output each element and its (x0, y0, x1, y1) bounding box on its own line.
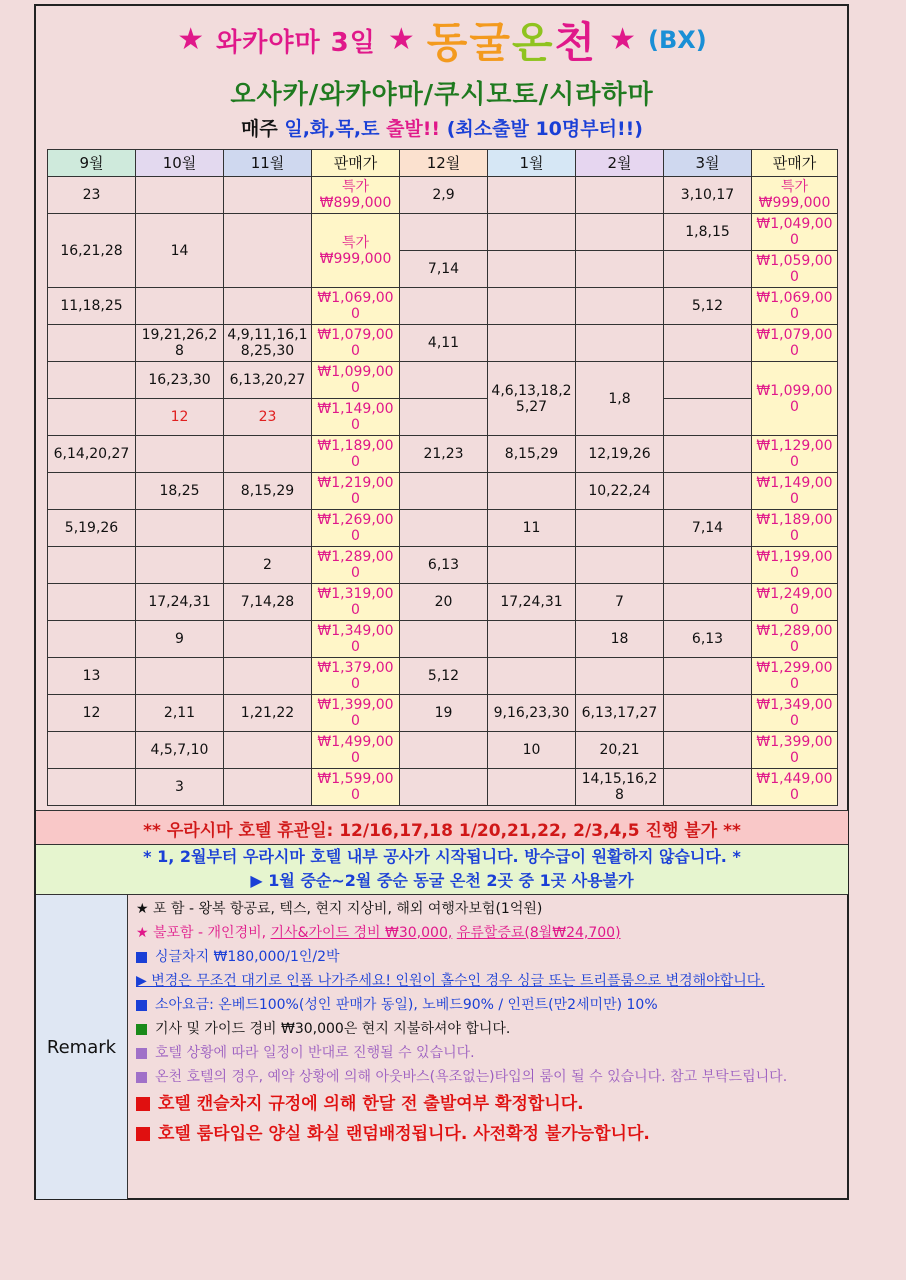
cell-nov (224, 732, 312, 769)
tour-name: 와카야마 3일 (216, 27, 376, 58)
cell-feb (576, 214, 664, 251)
remark-section (36, 894, 848, 1199)
cell-nov (224, 510, 312, 547)
cell-nov: 1,21,22 (224, 695, 312, 732)
cell-jan (488, 621, 576, 658)
cell-oct: 9 (136, 621, 224, 658)
cell-price: ₩1,189,000 (752, 510, 838, 547)
square-bullet-icon (136, 1127, 150, 1141)
cell-sep (48, 621, 136, 658)
table-row (48, 288, 838, 325)
header-nov: 11월 (224, 150, 312, 177)
cell-mar: 1,8,15 (664, 214, 752, 251)
cell-jan: 4,6,13,18,25,27 (488, 362, 576, 436)
cell-sep (48, 362, 136, 399)
cell-oct: 4,5,7,10 (136, 732, 224, 769)
remark-guide-fee: 기사 및 가이드 경비 ₩30,000은 현지 지불하셔야 합니다. (136, 1017, 842, 1041)
header-dec: 12월 (400, 150, 488, 177)
cell-mar: 7,14 (664, 510, 752, 547)
cell-jan (488, 177, 576, 214)
cell-sep (48, 769, 136, 806)
header-jan: 1월 (488, 150, 576, 177)
cell-nov (224, 214, 312, 288)
cell-price: ₩1,499,000 (312, 732, 400, 769)
cell-nov: 23 (224, 399, 312, 436)
cell-dec: 19 (400, 695, 488, 732)
cell-mar (664, 362, 752, 399)
cell-nov (224, 769, 312, 806)
remark-cancel: 호텔 캔슬차지 규정에 의해 한달 전 출발여부 확정합니다. (136, 1089, 842, 1119)
cell-nov: 6,13,20,27 (224, 362, 312, 399)
route-title: 오사카/와카야마/쿠시모토/시라하마 (230, 80, 654, 110)
title-row (36, 10, 848, 70)
cell-price: 특가 ₩899,000 (312, 177, 400, 214)
square-bullet-icon (136, 1097, 150, 1111)
cell-dec (400, 769, 488, 806)
cell-oct (136, 288, 224, 325)
cell-price: ₩1,069,000 (312, 288, 400, 325)
cell-dec: 20 (400, 584, 488, 621)
table-header-row (48, 150, 838, 177)
cell-feb (576, 177, 664, 214)
cell-dec (400, 288, 488, 325)
table-row (48, 658, 838, 695)
cell-feb (576, 288, 664, 325)
cell-jan: 9,16,23,30 (488, 695, 576, 732)
schedule-table (47, 149, 838, 806)
cell-sep (48, 473, 136, 510)
remark-included: ★ 포 함 - 왕복 항공료, 텍스, 현지 지상비, 해외 여행자보험(1억원) (136, 901, 543, 917)
cell-feb: 12,19,26 (576, 436, 664, 473)
cell-nov (224, 436, 312, 473)
cell-dec: 21,23 (400, 436, 488, 473)
cell-sep (48, 732, 136, 769)
cell-mar (664, 473, 752, 510)
square-bullet-icon (136, 1024, 147, 1035)
cell-mar: 3,10,17 (664, 177, 752, 214)
table-row (48, 214, 838, 251)
cell-price: ₩1,219,000 (312, 473, 400, 510)
cave-onsen-text: ▶ 1월 중순~2월 중순 동굴 온천 2곳 중 1곳 사용불가 (250, 871, 634, 890)
cell-dec: 7,14 (400, 251, 488, 288)
cell-dec: 2,9 (400, 177, 488, 214)
cell-price: ₩1,249,000 (752, 584, 838, 621)
construction-notice (36, 844, 848, 895)
cell-feb: 20,21 (576, 732, 664, 769)
cell-sep (48, 584, 136, 621)
cell-feb (576, 658, 664, 695)
cell-mar (664, 436, 752, 473)
cell-nov (224, 288, 312, 325)
cell-jan (488, 288, 576, 325)
cell-price: ₩1,299,000 (752, 658, 838, 695)
cell-oct (136, 177, 224, 214)
cell-price: ₩1,449,000 (752, 769, 838, 806)
cell-price: ₩1,069,000 (752, 288, 838, 325)
cell-price: ₩1,289,000 (312, 547, 400, 584)
star-icon: ★ (177, 22, 205, 57)
table-row (48, 584, 838, 621)
cell-price: ₩1,399,000 (312, 695, 400, 732)
cell-mar (664, 547, 752, 584)
cell-dec (400, 473, 488, 510)
star-icon: ★ (387, 22, 415, 57)
cell-sep: 13 (48, 658, 136, 695)
cell-jan: 8,15,29 (488, 436, 576, 473)
cell-price: 특가 ₩999,000 (312, 214, 400, 288)
cell-price: ₩1,059,000 (752, 251, 838, 288)
cell-sep (48, 547, 136, 584)
cell-mar (664, 399, 752, 436)
cell-oct (136, 436, 224, 473)
cell-price: ₩1,079,000 (752, 325, 838, 362)
header-mar: 3월 (664, 150, 752, 177)
cell-jan (488, 769, 576, 806)
remark-body (136, 897, 842, 1149)
cell-dec (400, 621, 488, 658)
cell-price: ₩1,149,000 (312, 399, 400, 436)
cell-price: ₩1,099,000 (752, 362, 838, 436)
cell-jan (488, 547, 576, 584)
cell-oct (136, 510, 224, 547)
hotel-closed-notice: ** 우라시마 호텔 휴관일: 12/16,17,18 1/20,21,22, 2/3,4,5 진행 불가 ** (36, 810, 848, 845)
cell-jan (488, 214, 576, 251)
cell-dec (400, 732, 488, 769)
cell-dec (400, 214, 488, 251)
table-row (48, 547, 838, 584)
cell-jan: 10 (488, 732, 576, 769)
cell-feb: 1,8 (576, 362, 664, 436)
cell-nov: 4,9,11,16,18,25,30 (224, 325, 312, 362)
table-row (48, 436, 838, 473)
table-row (48, 473, 838, 510)
remark-label: Remark (36, 895, 128, 1199)
cell-oct: 3 (136, 769, 224, 806)
cell-oct (136, 658, 224, 695)
remark-excluded: ★ 불포함 - 개인경비, 기사&가이드 경비 ₩30,000, 유류할증료(8월₩24,700) (136, 925, 621, 941)
cell-price: ₩1,349,000 (752, 695, 838, 732)
remark-schedule: 호텔 상황에 따라 일정이 반대로 진행될 수 있습니다. (136, 1041, 842, 1065)
cell-price: ₩1,149,000 (752, 473, 838, 510)
cell-nov (224, 177, 312, 214)
cell-mar (664, 695, 752, 732)
cell-feb (576, 510, 664, 547)
cell-sep: 12 (48, 695, 136, 732)
cell-nov: 2 (224, 547, 312, 584)
header-price-right: 판매가 (752, 150, 838, 177)
cell-nov (224, 621, 312, 658)
square-bullet-icon (136, 952, 147, 963)
cell-jan (488, 251, 576, 288)
table-row (48, 695, 838, 732)
brand-title: 동굴온천 (426, 18, 598, 67)
table-row (48, 510, 838, 547)
cell-jan (488, 473, 576, 510)
cell-nov: 7,14,28 (224, 584, 312, 621)
square-bullet-icon (136, 1072, 147, 1083)
remark-child: 소아요금: 온베드100%(성인 판매가 동일), 노베드90% / 인펀트(만2세미만) 10% (136, 993, 842, 1017)
cell-price: ₩1,189,000 (312, 436, 400, 473)
cell-mar (664, 732, 752, 769)
remark-single: 싱글차지 ₩180,000/1인/2박 (136, 945, 842, 969)
cell-feb (576, 547, 664, 584)
cell-feb: 10,22,24 (576, 473, 664, 510)
cell-price: ₩1,099,000 (312, 362, 400, 399)
cell-jan (488, 325, 576, 362)
table-row (48, 769, 838, 806)
cell-dec (400, 510, 488, 547)
cell-price: ₩1,599,000 (312, 769, 400, 806)
cell-oct: 17,24,31 (136, 584, 224, 621)
remark-change: ▶ 변경은 무조건 대기로 인폼 나가주세요! 인원이 홀수인 경우 싱글 또는 트리플룸으로 변경해야합니다. (136, 973, 765, 989)
cell-oct: 18,25 (136, 473, 224, 510)
cell-price: ₩1,129,000 (752, 436, 838, 473)
cell-dec: 6,13 (400, 547, 488, 584)
cell-oct: 19,21,26,28 (136, 325, 224, 362)
header-price-left: 판매가 (312, 150, 400, 177)
header-feb: 2월 (576, 150, 664, 177)
table-row (48, 732, 838, 769)
cell-mar (664, 251, 752, 288)
table-row (48, 399, 838, 436)
cell-dec (400, 399, 488, 436)
cell-sep: 6,14,20,27 (48, 436, 136, 473)
cell-mar (664, 769, 752, 806)
cell-jan (488, 658, 576, 695)
cell-price: ₩1,269,000 (312, 510, 400, 547)
cell-sep: 5,19,26 (48, 510, 136, 547)
cell-oct (136, 547, 224, 584)
cell-feb (576, 325, 664, 362)
header-sep: 9월 (48, 150, 136, 177)
cell-price: ₩1,349,000 (312, 621, 400, 658)
cell-mar: 5,12 (664, 288, 752, 325)
cell-feb: 7 (576, 584, 664, 621)
table-row (48, 177, 838, 214)
cell-price: ₩1,199,000 (752, 547, 838, 584)
cell-price: ₩1,049,000 (752, 214, 838, 251)
cell-feb (576, 251, 664, 288)
cell-price: ₩1,289,000 (752, 621, 838, 658)
cell-jan: 11 (488, 510, 576, 547)
square-bullet-icon (136, 1000, 147, 1011)
cell-sep: 16,21,28 (48, 214, 136, 288)
cell-sep (48, 399, 136, 436)
cell-oct: 12 (136, 399, 224, 436)
star-icon: ★ (609, 22, 637, 57)
cell-sep: 11,18,25 (48, 288, 136, 325)
cell-price: ₩1,399,000 (752, 732, 838, 769)
cell-mar (664, 325, 752, 362)
table-row (48, 325, 838, 362)
cell-sep: 23 (48, 177, 136, 214)
square-bullet-icon (136, 1048, 147, 1059)
cell-nov (224, 658, 312, 695)
table-row (48, 621, 838, 658)
cell-nov: 8,15,29 (224, 473, 312, 510)
cell-oct: 16,23,30 (136, 362, 224, 399)
cell-feb: 6,13,17,27 (576, 695, 664, 732)
cell-mar (664, 584, 752, 621)
cell-sep (48, 325, 136, 362)
table-row (48, 362, 838, 399)
cell-price: ₩1,379,000 (312, 658, 400, 695)
tour-code: (BX) (648, 26, 707, 54)
cell-dec: 4,11 (400, 325, 488, 362)
construction-text: * 1, 2월부터 우라시마 호텔 내부 공사가 시작됩니다. 방수급이 원활하지 않습니다. * (143, 847, 741, 866)
cell-oct: 2,11 (136, 695, 224, 732)
cell-dec: 5,12 (400, 658, 488, 695)
cell-jan: 17,24,31 (488, 584, 576, 621)
cell-feb: 14,15,16,28 (576, 769, 664, 806)
cell-mar (664, 658, 752, 695)
cell-dec (400, 362, 488, 399)
cell-oct: 14 (136, 214, 224, 288)
cell-mar: 6,13 (664, 621, 752, 658)
remark-room: 호텔 룸타입은 양실 화실 랜덤배정됩니다. 사전확정 불가능합니다. (136, 1119, 842, 1149)
header-oct: 10월 (136, 150, 224, 177)
remark-onsen: 온천 호텔의 경우, 예약 상황에 의해 아웃바스(욕조없는)타입의 룸이 될 수 있습니다. 참고 부탁드립니다. (136, 1065, 842, 1089)
cell-feb: 18 (576, 621, 664, 658)
departure-info: 매주 일,화,목,토 출발!! (최소출발 10명부터!!) (241, 118, 643, 140)
cell-price: ₩1,319,000 (312, 584, 400, 621)
cell-price: 특가 ₩999,000 (752, 177, 838, 214)
cell-price: ₩1,079,000 (312, 325, 400, 362)
